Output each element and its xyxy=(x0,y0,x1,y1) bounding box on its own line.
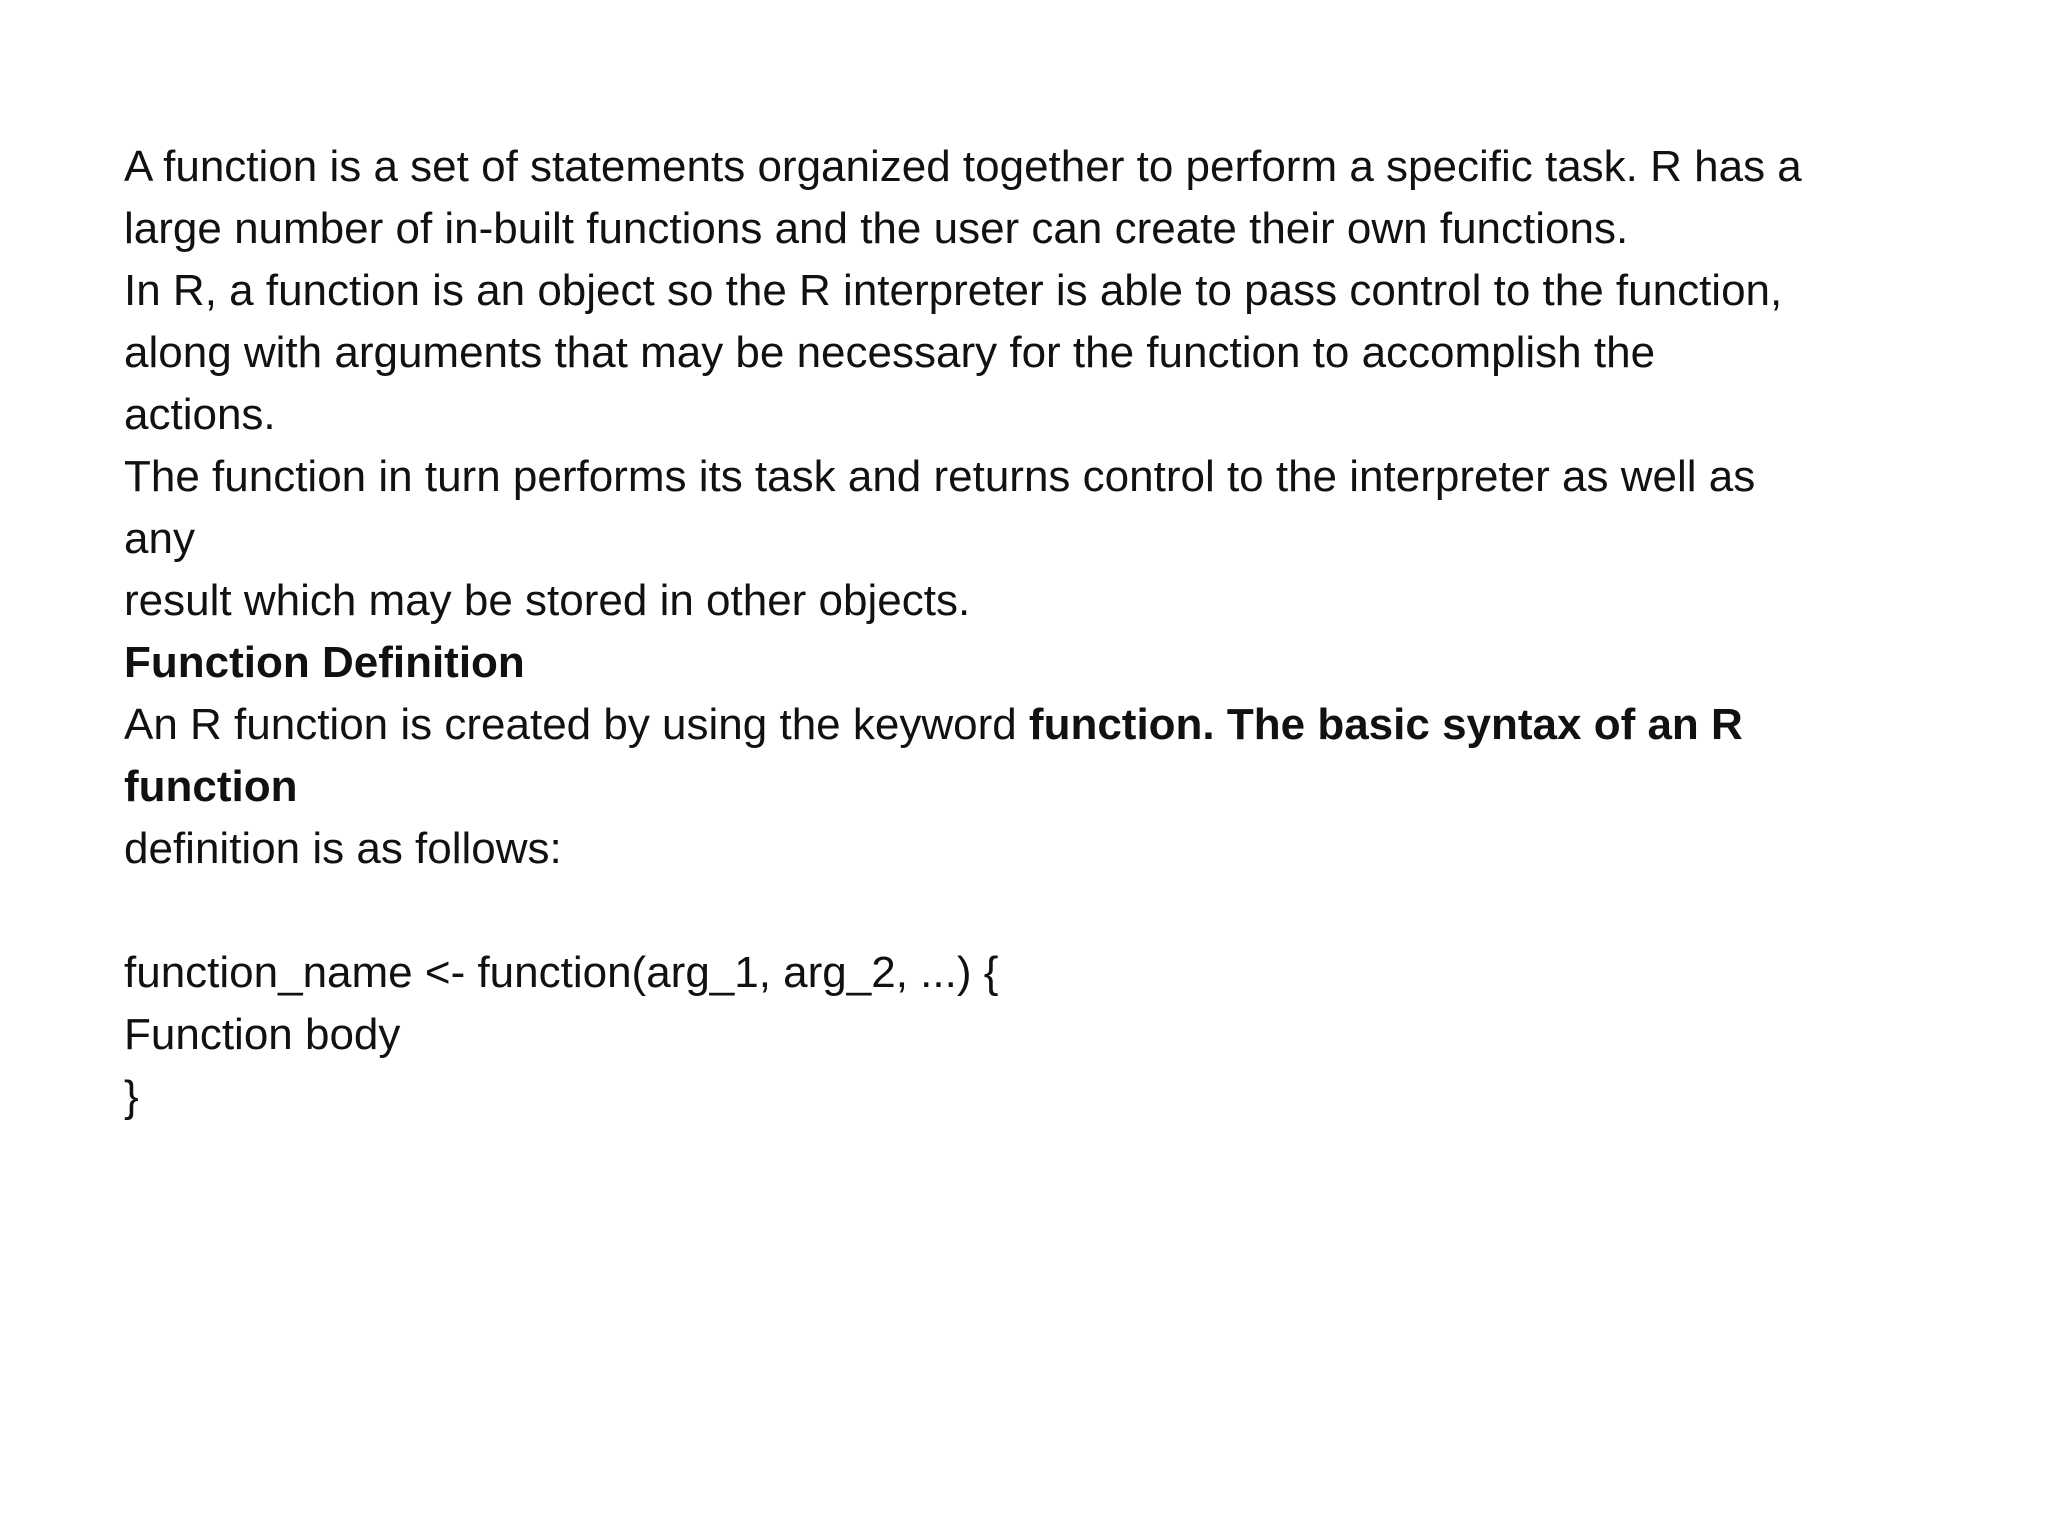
code-line-1: function_name <- function(arg_1, arg_2, ...) { xyxy=(124,948,999,997)
blank-line xyxy=(124,880,1964,942)
code-line-3: } xyxy=(124,1072,139,1121)
paragraph-line-6: The function in turn performs its task and returns control to the interpreter as well as xyxy=(124,452,1756,501)
paragraph-line-7: any xyxy=(124,514,195,563)
definition-text-plain: An R function is created by using the keyword xyxy=(124,700,1029,749)
paragraph-line-2: large number of in-built functions and the user can create their own functions. xyxy=(124,204,1629,253)
definition-bold-continuation: function xyxy=(124,762,298,811)
paragraph-line-3: In R, a function is an object so the R interpreter is able to pass control to the function, xyxy=(124,266,1783,315)
code-line-2: Function body xyxy=(124,1010,401,1059)
section-heading: Function Definition xyxy=(124,638,525,687)
definition-line xyxy=(124,694,1964,756)
slide-body xyxy=(124,136,1964,1128)
paragraph-line-8: result which may be stored in other objects. xyxy=(124,576,971,625)
paragraph-line-5: actions. xyxy=(124,390,276,439)
definition-line-end: definition is as follows: xyxy=(124,824,562,873)
definition-text-bold: function. The basic syntax of an R xyxy=(1028,700,1743,749)
paragraph-line-1: A function is a set of statements organized together to perform a specific task. R has a xyxy=(124,142,1802,191)
paragraph-line-4: along with arguments that may be necessary for the function to accomplish the xyxy=(124,328,1656,377)
